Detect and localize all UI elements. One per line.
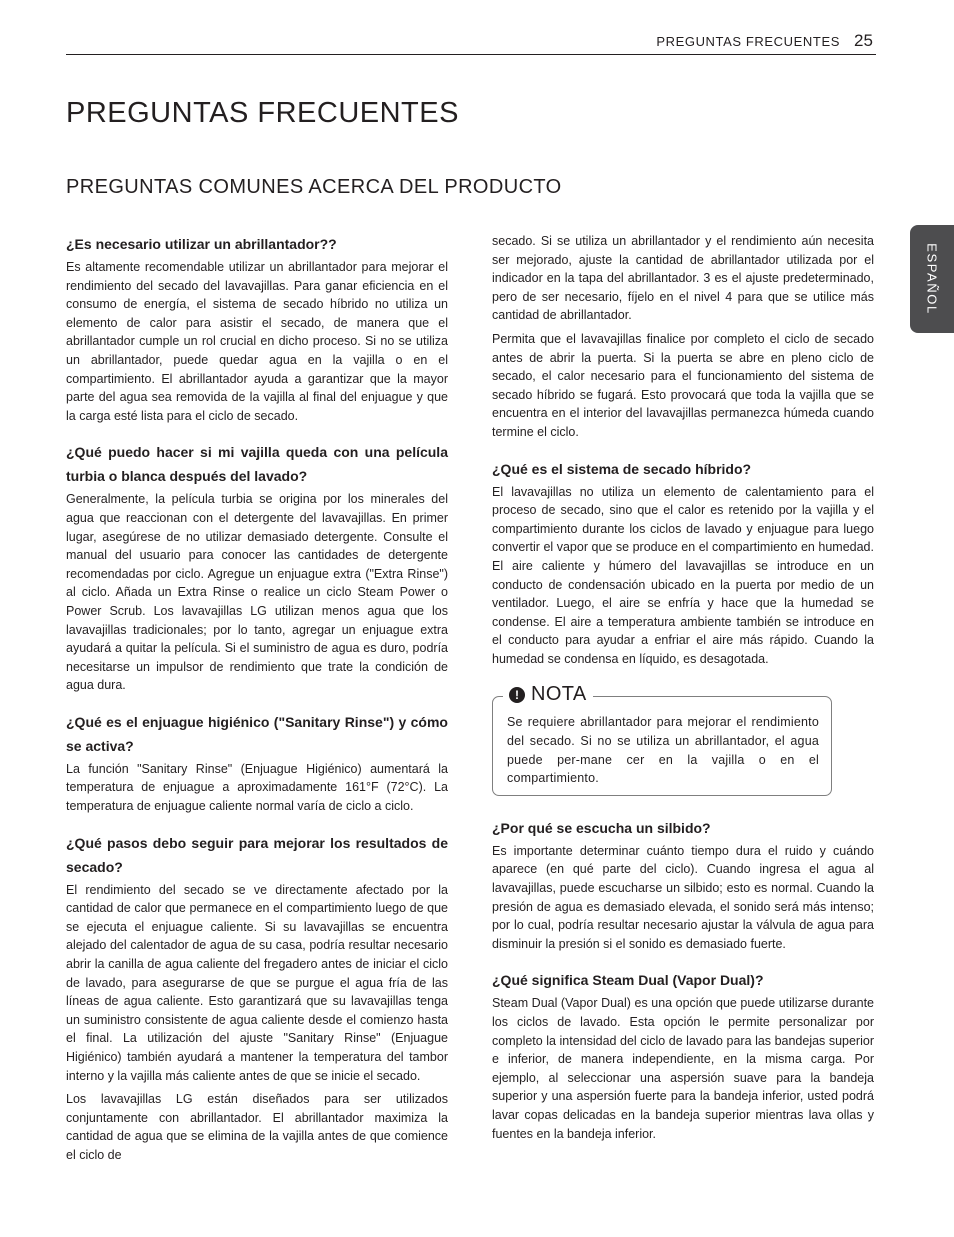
note-title: NOTA [531,683,587,706]
question-cloudy-film: ¿Qué puedo hacer si mi vajilla queda con una película turbia o blanca después del lavado? [66,444,448,485]
question-whistle: ¿Por qué se escucha un silbido? [492,819,711,836]
answer-drying-results: El rendimiento del secado se ve directamente afectado por la cantidad de calor que permanece en el compartimiento luego de que se ejecuta el enjuague caliente. Si su lavavajillas se encuentra alejado del calentador de agua de su casa, podría resultar necesario abrir la canilla de agua caliente del fregadero antes de iniciar el ciclo de lavado, para asegurarse de que se purgue el agua fría de las líneas de agua caliente. Esto garantizará que su lavavajillas tenga un suministro consistente de agua caliente desde el comienzo hasta el final. La utilización del ajuste "Sanitary Rinse" (Enjuague Higiénico) también ayudará a mantener la temperatura del tambor interno y la vajilla más caliente antes de que se inicie el secado. [66,882,448,1083]
header-section-title: PREGUNTAS FRECUENTES [656,34,840,49]
note-label [503,683,593,706]
page-title: PREGUNTAS FRECUENTES [66,97,459,129]
question-steam-dual: ¿Qué significa Steam Dual (Vapor Dual)? [492,972,764,989]
note-text: Se requiere abrillantador para mejorar el rendimiento del secado. Si no se utiliza un abrillantador, el agua puede per-mane cer en la vajilla o en el compartimiento. [507,715,819,786]
answer-drying-results-cont-3: Permita que el lavavajillas finalice por completo el ciclo de secado antes de abrir la puerta. Si la puerta se abre en pleno ciclo de secado, el calor necesario para el funcionamiento del sistema de secado híbrido se fugará. Esto provocará que toda la vajilla que se encuentra en el interior del lavavajillas permanezca húmeda cuando termine el ciclo. [492,331,874,439]
question-rinse-aid: ¿Es necesario utilizar un abrillantador?? [66,236,337,252]
answer-drying-results-continued: Los lavavajillas LG están diseñados para ser utilizados conjuntamente con abrillantador. El abrillantador maximiza la cantidad de agua que se elimina de la vajilla antes de que comience el ciclo de [66,1092,448,1162]
question-hybrid-drying: ¿Qué es el sistema de secado híbrido? [492,460,752,477]
right-column [492,232,874,1148]
answer-whistle: Es importante determinar cuánto tiempo dura el ruido y cuándo aparece (en qué parte del ciclo). Cuando ingresa el agua al lavavajillas, puede escucharse un silbido; esto es normal. Cuando la presión de agua es demasiado elevada, el sonido será más intenso; por lo cual, podría resultar necesario ajustar la válvula de agua para disminuir la presión si el sonido es demasiado fuerte. [492,843,874,951]
answer-cloudy-film: Generalmente, la película turbia se origina por los minerales del agua que reaccionan con el detergente del lavavajillas. En primer lugar, asegúrese de no utilizar demasiado detergente. Consulte el manual del usuario para conocer las cantidades de detergente recomendadas por ciclo. Agregue un enjuague extra ("Extra Rinse") al ciclo. Añada un Extra Rinse o realice un ciclo Steam Power o Power Scrub. Los lavavajillas LG utilizan menos agua que los lavavajillas tradicionales; por lo tanto, agregar un enjuague extra ayudará a quitar la película. Si el suministro de agua es duro, podría necesitarse un impulsor de rendimiento que trate la condición de agua dura. [66,492,448,693]
alert-icon: ! [509,687,525,703]
answer-hybrid-drying: El lavavajillas no utiliza un elemento de calentamiento para el proceso de secado, sino que el calor es retenido por la vajilla y el compartimiento durante los ciclos de lavado y enjuague para luego convertir el vapor que se produce en el compartimiento en humedad. El aire caliente y húmero del lavavajillas se introduce en un conducto de condensación ubicado en la puerta por medio de un ventilador. Luego, el aire se enfría y hace que la humedad se condense. El aire a temperatura ambiente también se introduce en el conducto para ayudar a enfriar el aire más rápido. Cuando la humedad se condensa en líquido, es desagotada. [492,484,874,666]
language-tab-label: ESPAÑOL [924,243,940,315]
answer-steam-dual: Steam Dual (Vapor Dual) es una opción que puede utilizarse durante los ciclos de lavado. Esta opción le permite personalizar por completo la intensidad del ciclo de lavado para las bandejas superior e inferior, de manera independiente, en la misma carga. Por ejemplo, al seleccionar una aspersión suave para la bandeja superior y una aspersión fuerte para la bandeja inferior, usted podrá lavar copas delicadas en la bandeja superior mientras lava ollas y fuentes en la bandeja inferior. [492,996,874,1141]
header-divider [66,54,876,55]
page-number: 25 [854,31,873,50]
question-drying-results: ¿Qué pasos debo seguir para mejorar los resultados de secado? [66,834,448,875]
left-column [66,232,448,1170]
answer-drying-results-cont-2: secado. Si se utiliza un abrillantador y el rendimiento aún necesita ser mejorado, ajuste la cantidad de abrillantador utilizada por el indicador en la tapa del abrillantador. 3 es el ajuste predeterminado, pero de ser necesario, fíjelo en el nivel 4 para que se utilice más cantidad de abrillantador. [492,234,874,323]
answer-rinse-aid: Es altamente recomendable utilizar un abrillantador para mejorar el rendimiento del secado del lavavajillas. Para ganar eficiencia en el consumo de energía, el sistema de secado híbrido no utiliza un elemento de calor para asistir el secado, de manera que el abrillantador cumple un rol crucial en dicho proceso. Si no se utiliza un abrillantador, puede quedar agua en la vajilla o en el compartimiento. El abrillantador ayuda a garantizar que la mayor parte del agua sea removida de la vajilla al final del enjuague y que la carga esté lista para el ciclo de secado. [66,260,448,423]
answer-sanitary-rinse: La función "Sanitary Rinse" (Enjuague Higiénico) aumentará la temperatura de enjuague a aproximadamente 161°F (72°C). La temperatura de enjuague caliente normal varía de ciclo a ciclo. [66,761,448,814]
note-box [492,683,832,795]
language-tab [910,225,954,333]
question-sanitary-rinse: ¿Qué es el enjuague higiénico ("Sanitary Rinse") y cómo se activa? [66,713,448,754]
section-title: PREGUNTAS COMUNES ACERCA DEL PRODUCTO [66,176,562,198]
